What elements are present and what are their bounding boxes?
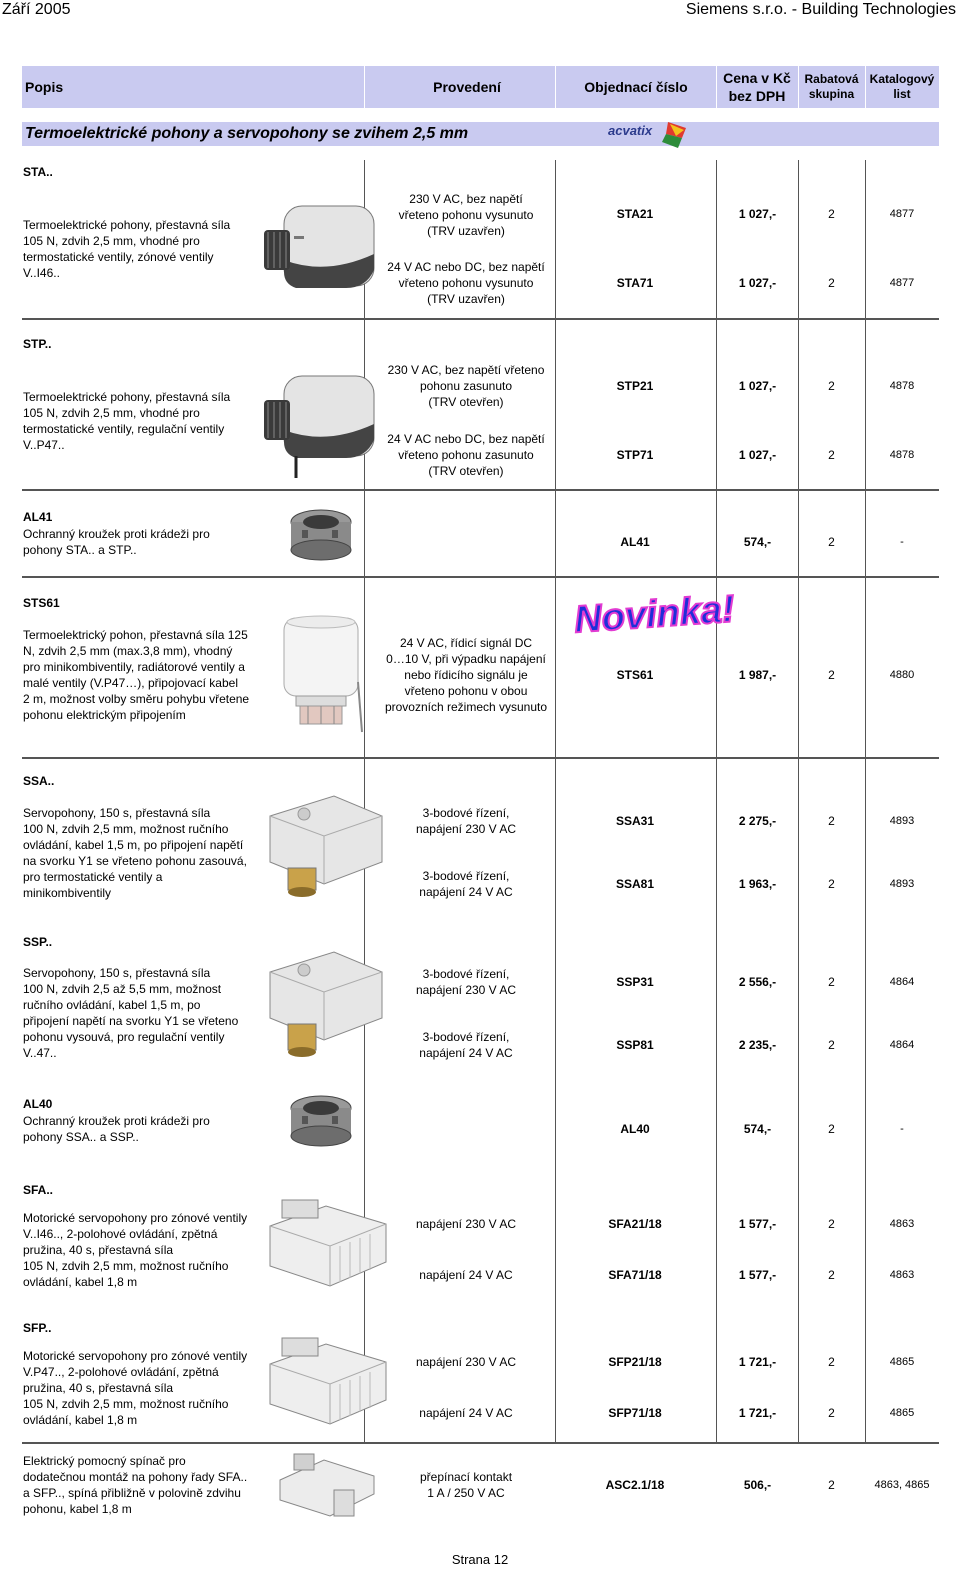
variant-line: (TRV otevřen) [428, 395, 504, 409]
desc-line: minikombiventily [23, 886, 112, 900]
variant-line: 0…10 V, při výpadku napájení [386, 652, 546, 666]
desc-sts61 [23, 627, 249, 723]
page-number: Strana 12 [451, 1552, 509, 1567]
desc-line: termostatické ventily, zónové ventily [23, 250, 214, 264]
variant-sfp-1: napájení 230 V AC [415, 1355, 517, 1369]
desc-line: 105 N, zdvih 2,5 mm, možnost ručního [23, 1259, 229, 1273]
variant-stp-2 [366, 431, 566, 479]
variant-stp-1 [366, 362, 566, 410]
desc-line: Elektrický pomocný spínač pro [23, 1454, 186, 1468]
variant-line: napájení 24 V AC [419, 1046, 513, 1060]
price: 506,- [743, 1478, 772, 1492]
desc-line: a SFP.., spíná přibližně v polovině zdvihu [23, 1486, 241, 1500]
variant-sta-2 [366, 259, 566, 307]
variant-line: vřeteno pohonu vysunuto [398, 208, 534, 222]
order-code: SSP81 [616, 1038, 654, 1052]
discount-group: 2 [828, 877, 835, 891]
catalog-sheet: 4864 [889, 976, 915, 988]
col-rabat-line2: skupina [808, 87, 855, 101]
group-title-ssp: SSP.. [23, 935, 53, 949]
sta-actuator-image [256, 200, 382, 300]
desc-line: termostatické ventily, regulační ventily [23, 422, 225, 436]
desc-line: Ochranný kroužek proti krádeži pro [23, 1114, 210, 1128]
price: 574,- [743, 535, 772, 549]
variant-line: 230 V AC, bez napětí vřeteno [387, 363, 545, 377]
variant-line: napájení 24 V AC [419, 885, 513, 899]
variant-line: 3-bodové řízení, [422, 1030, 510, 1044]
variant-line: 24 V AC nebo DC, bez napětí [387, 432, 545, 446]
desc-ssp [23, 965, 238, 1061]
header-divider [364, 66, 365, 108]
desc-line: Servopohony, 150 s, přestavná síla [23, 806, 211, 820]
desc-line: 2 m, možnost volby směru pohybu vřetene [23, 692, 250, 706]
order-code: SFP71/18 [608, 1406, 662, 1420]
desc-line: Termoelektrický pohon, přestavná síla 125 [23, 628, 248, 642]
desc-line: V..I46.., 2-polohové ovládání, zpětná [23, 1227, 218, 1241]
catalog-sheet: 4878 [889, 449, 915, 461]
discount-group: 2 [828, 1268, 835, 1282]
desc-line: V..I46.. [23, 266, 60, 280]
discount-group: 2 [828, 1122, 835, 1136]
column-divider [716, 160, 717, 1442]
acvatix-logo-text: acvatix [608, 123, 653, 138]
group-title-al40: AL40 [23, 1097, 53, 1111]
discount-group: 2 [828, 276, 835, 290]
variant-sta-1 [366, 191, 566, 239]
price: 1 027,- [738, 448, 777, 462]
variant-sts61 [366, 635, 566, 715]
group-title-ssa: SSA.. [23, 774, 55, 788]
desc-al40 [23, 1113, 210, 1145]
desc-line: malé ventily (V.P47…), připojovací kabel [23, 676, 238, 690]
order-code: STS61 [616, 668, 654, 682]
desc-line: pro termostatické ventily a [23, 870, 163, 884]
group-title-sts61: STS61 [23, 596, 60, 610]
variant-line: vřeteno pohonu zasunuto [398, 448, 534, 462]
variant-line: 3-bodové řízení, [422, 806, 510, 820]
desc-line: ovládání, kabel 1,5 m, po připojení napětí [23, 838, 244, 852]
desc-line: připojení napětí na svorku Y1 se vřeteno [23, 1014, 239, 1028]
catalog-sheet: 4877 [889, 208, 915, 220]
group-divider [22, 318, 939, 320]
group-divider [22, 576, 939, 578]
order-code: SFP21/18 [608, 1355, 662, 1369]
order-code: STP21 [616, 379, 654, 393]
column-divider [798, 160, 799, 1442]
variant-ssp-1 [366, 966, 566, 998]
group-divider [22, 489, 939, 491]
price: 574,- [743, 1122, 772, 1136]
desc-line: V.P47.., 2-polohové ovládání, zpětná [23, 1365, 219, 1379]
desc-asc [23, 1453, 247, 1517]
acvatix-logo [604, 120, 688, 150]
al40-ring-image [288, 1092, 354, 1150]
variant-line: (TRV otevřen) [428, 464, 504, 478]
discount-group: 2 [828, 1217, 835, 1231]
catalog-sheet: 4863 [889, 1218, 915, 1230]
discount-group: 2 [828, 1478, 835, 1492]
desc-line: Termoelektrické pohony, přestavná síla [23, 218, 231, 232]
catalog-sheet: 4863 [889, 1269, 915, 1281]
discount-group: 2 [828, 379, 835, 393]
desc-line: 100 N, zdvih 2,5 mm, možnost ručního [23, 822, 229, 836]
discount-group: 2 [828, 207, 835, 221]
variant-line: 24 V AC, řídicí signál DC [399, 636, 533, 650]
col-objednaci: Objednací číslo [584, 79, 688, 95]
order-code: ASC2.1/18 [605, 1478, 665, 1492]
variant-line: (TRV uzavřen) [427, 292, 505, 306]
price: 1 577,- [738, 1217, 777, 1231]
desc-line: pohony STA.. a STP.. [23, 543, 137, 557]
col-cena-line1: Cena v Kč [723, 70, 791, 86]
desc-line: pro minikombiventily, radiátorové ventily a [23, 660, 245, 674]
order-code: STP71 [616, 448, 654, 462]
order-code: SSP31 [616, 975, 654, 989]
price: 1 027,- [738, 207, 777, 221]
variant-line: (TRV uzavřen) [427, 224, 505, 238]
desc-line: N, zdvih 2,5 mm (max.3,8 mm), vhodný [23, 644, 233, 658]
desc-line: Motorické servopohony pro zónové ventily [23, 1211, 248, 1225]
variant-sfa-1: napájení 230 V AC [415, 1217, 517, 1231]
desc-line: V..47.. [23, 1046, 57, 1060]
order-code: AL41 [620, 535, 650, 549]
order-code: STA71 [616, 276, 654, 290]
table-header [22, 66, 939, 108]
price: 2 556,- [738, 975, 777, 989]
price: 2 235,- [738, 1038, 777, 1052]
order-code: SFA71/18 [608, 1268, 662, 1282]
variant-line: přepínací kontakt [419, 1470, 513, 1484]
desc-line: 105 N, zdvih 2,5 mm, vhodné pro [23, 406, 200, 420]
catalog-sheet: 4863, 4865 [874, 1479, 930, 1491]
col-rabat [798, 72, 865, 102]
catalog-sheet: 4878 [889, 380, 915, 392]
novinka-badge [570, 584, 736, 642]
discount-group: 2 [828, 535, 835, 549]
discount-group: 2 [828, 814, 835, 828]
col-katalog [865, 72, 939, 102]
catalog-sheet: 4864 [889, 1039, 915, 1051]
desc-line: ovládání, kabel 1,8 m [23, 1413, 138, 1427]
desc-sfa [23, 1210, 247, 1290]
col-katalog-line2: list [893, 87, 911, 101]
order-code: SFA21/18 [608, 1217, 662, 1231]
sts61-actuator-image [278, 612, 364, 734]
desc-line: Servopohony, 150 s, přestavná síla [23, 966, 211, 980]
desc-line: 105 N, zdvih 2,5 mm, možnost ručního [23, 1397, 229, 1411]
col-popis: Popis [25, 79, 64, 95]
variant-line: provozních režimech vysunuto [384, 700, 548, 714]
col-provedeni: Provedení [433, 79, 501, 95]
order-code: AL40 [620, 1122, 650, 1136]
novinka-text: Novinka! [572, 588, 736, 642]
desc-line: Motorické servopohony pro zónové ventily [23, 1349, 248, 1363]
desc-line: pružina, 40 s, přestavná síla [23, 1243, 174, 1257]
catalog-sheet: 4893 [889, 815, 915, 827]
order-code: STA21 [616, 207, 654, 221]
group-title-sfp: SFP.. [23, 1321, 52, 1335]
desc-al41 [23, 526, 210, 558]
price: 1 027,- [738, 379, 777, 393]
discount-group: 2 [828, 448, 835, 462]
desc-line: Ochranný kroužek proti krádeži pro [23, 527, 210, 541]
price: 1 721,- [738, 1406, 777, 1420]
variant-sfa-2: napájení 24 V AC [419, 1268, 513, 1282]
discount-group: 2 [828, 668, 835, 682]
catalog-sheet: 4865 [889, 1407, 915, 1419]
col-cena-line2: bez DPH [728, 88, 786, 104]
variant-line: 1 A / 250 V AC [427, 1486, 505, 1500]
variant-asc [366, 1469, 566, 1501]
discount-group: 2 [828, 1038, 835, 1052]
desc-ssa [23, 805, 247, 901]
desc-line: V..P47.. [23, 438, 65, 452]
variant-line: napájení 230 V AC [415, 983, 517, 997]
price: 2 275,- [738, 814, 777, 828]
discount-group: 2 [828, 1406, 835, 1420]
group-title-stp: STP.. [23, 337, 52, 351]
col-cena [716, 69, 798, 105]
al41-ring-image [288, 506, 354, 562]
desc-line: pohonu elektrickým připojením [23, 708, 186, 722]
column-divider [865, 160, 866, 1442]
variant-line: vřeteno pohonu vysunuto [398, 276, 534, 290]
discount-group: 2 [828, 1355, 835, 1369]
variant-ssa-1 [366, 805, 566, 837]
desc-line: 105 N, zdvih 2,5 mm, vhodné pro [23, 234, 200, 248]
desc-line: dodatečnou montáž na pohony řady SFA.. [23, 1470, 248, 1484]
col-katalog-line1: Katalogový [869, 72, 935, 86]
variant-ssa-2 [366, 868, 566, 900]
section-title-bar [22, 122, 939, 146]
group-title-sta: STA.. [23, 165, 53, 179]
desc-sta [23, 217, 230, 281]
variant-line: 3-bodové řízení, [422, 869, 510, 883]
desc-line: ručního ovládání, kabel 1,5 m, po [23, 998, 201, 1012]
desc-stp [23, 389, 230, 453]
column-divider [555, 160, 556, 1442]
order-code: SSA81 [615, 877, 655, 891]
variant-line: napájení 230 V AC [415, 822, 517, 836]
catalog-sheet: 4893 [889, 878, 915, 890]
price: 1 987,- [738, 668, 777, 682]
desc-line: ovládání, kabel 1,8 m [23, 1275, 138, 1289]
desc-line: pohonu, kabel 1,8 m [23, 1502, 132, 1516]
catalog-sheet: - [900, 1123, 904, 1135]
group-divider [22, 1442, 939, 1444]
variant-ssp-2 [366, 1029, 566, 1061]
variant-line: 230 V AC, bez napětí [409, 192, 523, 206]
stp-actuator-image [256, 370, 382, 480]
price: 1 963,- [738, 877, 777, 891]
header-divider [555, 66, 556, 108]
price: 1 577,- [738, 1268, 777, 1282]
discount-group: 2 [828, 975, 835, 989]
catalog-sheet: 4865 [889, 1356, 915, 1368]
variant-sfp-2: napájení 24 V AC [419, 1406, 513, 1420]
price: 1 721,- [738, 1355, 777, 1369]
desc-line: 100 N, zdvih 2,5 až 5,5 mm, možnost [23, 982, 222, 996]
group-divider [22, 757, 939, 759]
section-title: Termoelektrické pohony a servopohony se zvihem 2,5 mm [25, 125, 469, 142]
desc-line: Termoelektrické pohony, přestavná síla [23, 390, 231, 404]
page-header [0, 0, 960, 22]
desc-line: pružina, 40 s, přestavná síla [23, 1381, 174, 1395]
variant-line: 24 V AC nebo DC, bez napětí [387, 260, 545, 274]
catalog-sheet: 4877 [889, 277, 915, 289]
variant-line: pohonu zasunuto [419, 379, 513, 393]
header-date: Září 2005 [2, 1, 71, 18]
catalog-sheet: 4880 [889, 669, 915, 681]
group-title-sfa: SFA.. [23, 1183, 54, 1197]
catalog-sheet: - [900, 536, 904, 548]
price: 1 027,- [738, 276, 777, 290]
group-title-al41: AL41 [23, 510, 53, 524]
variant-line: nebo řídicího signálu je [404, 668, 528, 682]
desc-line: na svorku Y1 se vřeteno pohonu zasouvá, [23, 854, 247, 868]
variant-line: 3-bodové řízení, [422, 967, 510, 981]
variant-line: vřeteno pohonu v obou [404, 684, 528, 698]
desc-sfp [23, 1348, 247, 1428]
header-company: Siemens s.r.o. - Building Technologies [685, 1, 956, 18]
desc-line: pohony SSA.. a SSP.. [23, 1130, 139, 1144]
col-rabat-line1: Rabatová [804, 72, 859, 86]
order-code: SSA31 [615, 814, 655, 828]
desc-line: pohonu vysouvá, pro regulační ventily [23, 1030, 225, 1044]
